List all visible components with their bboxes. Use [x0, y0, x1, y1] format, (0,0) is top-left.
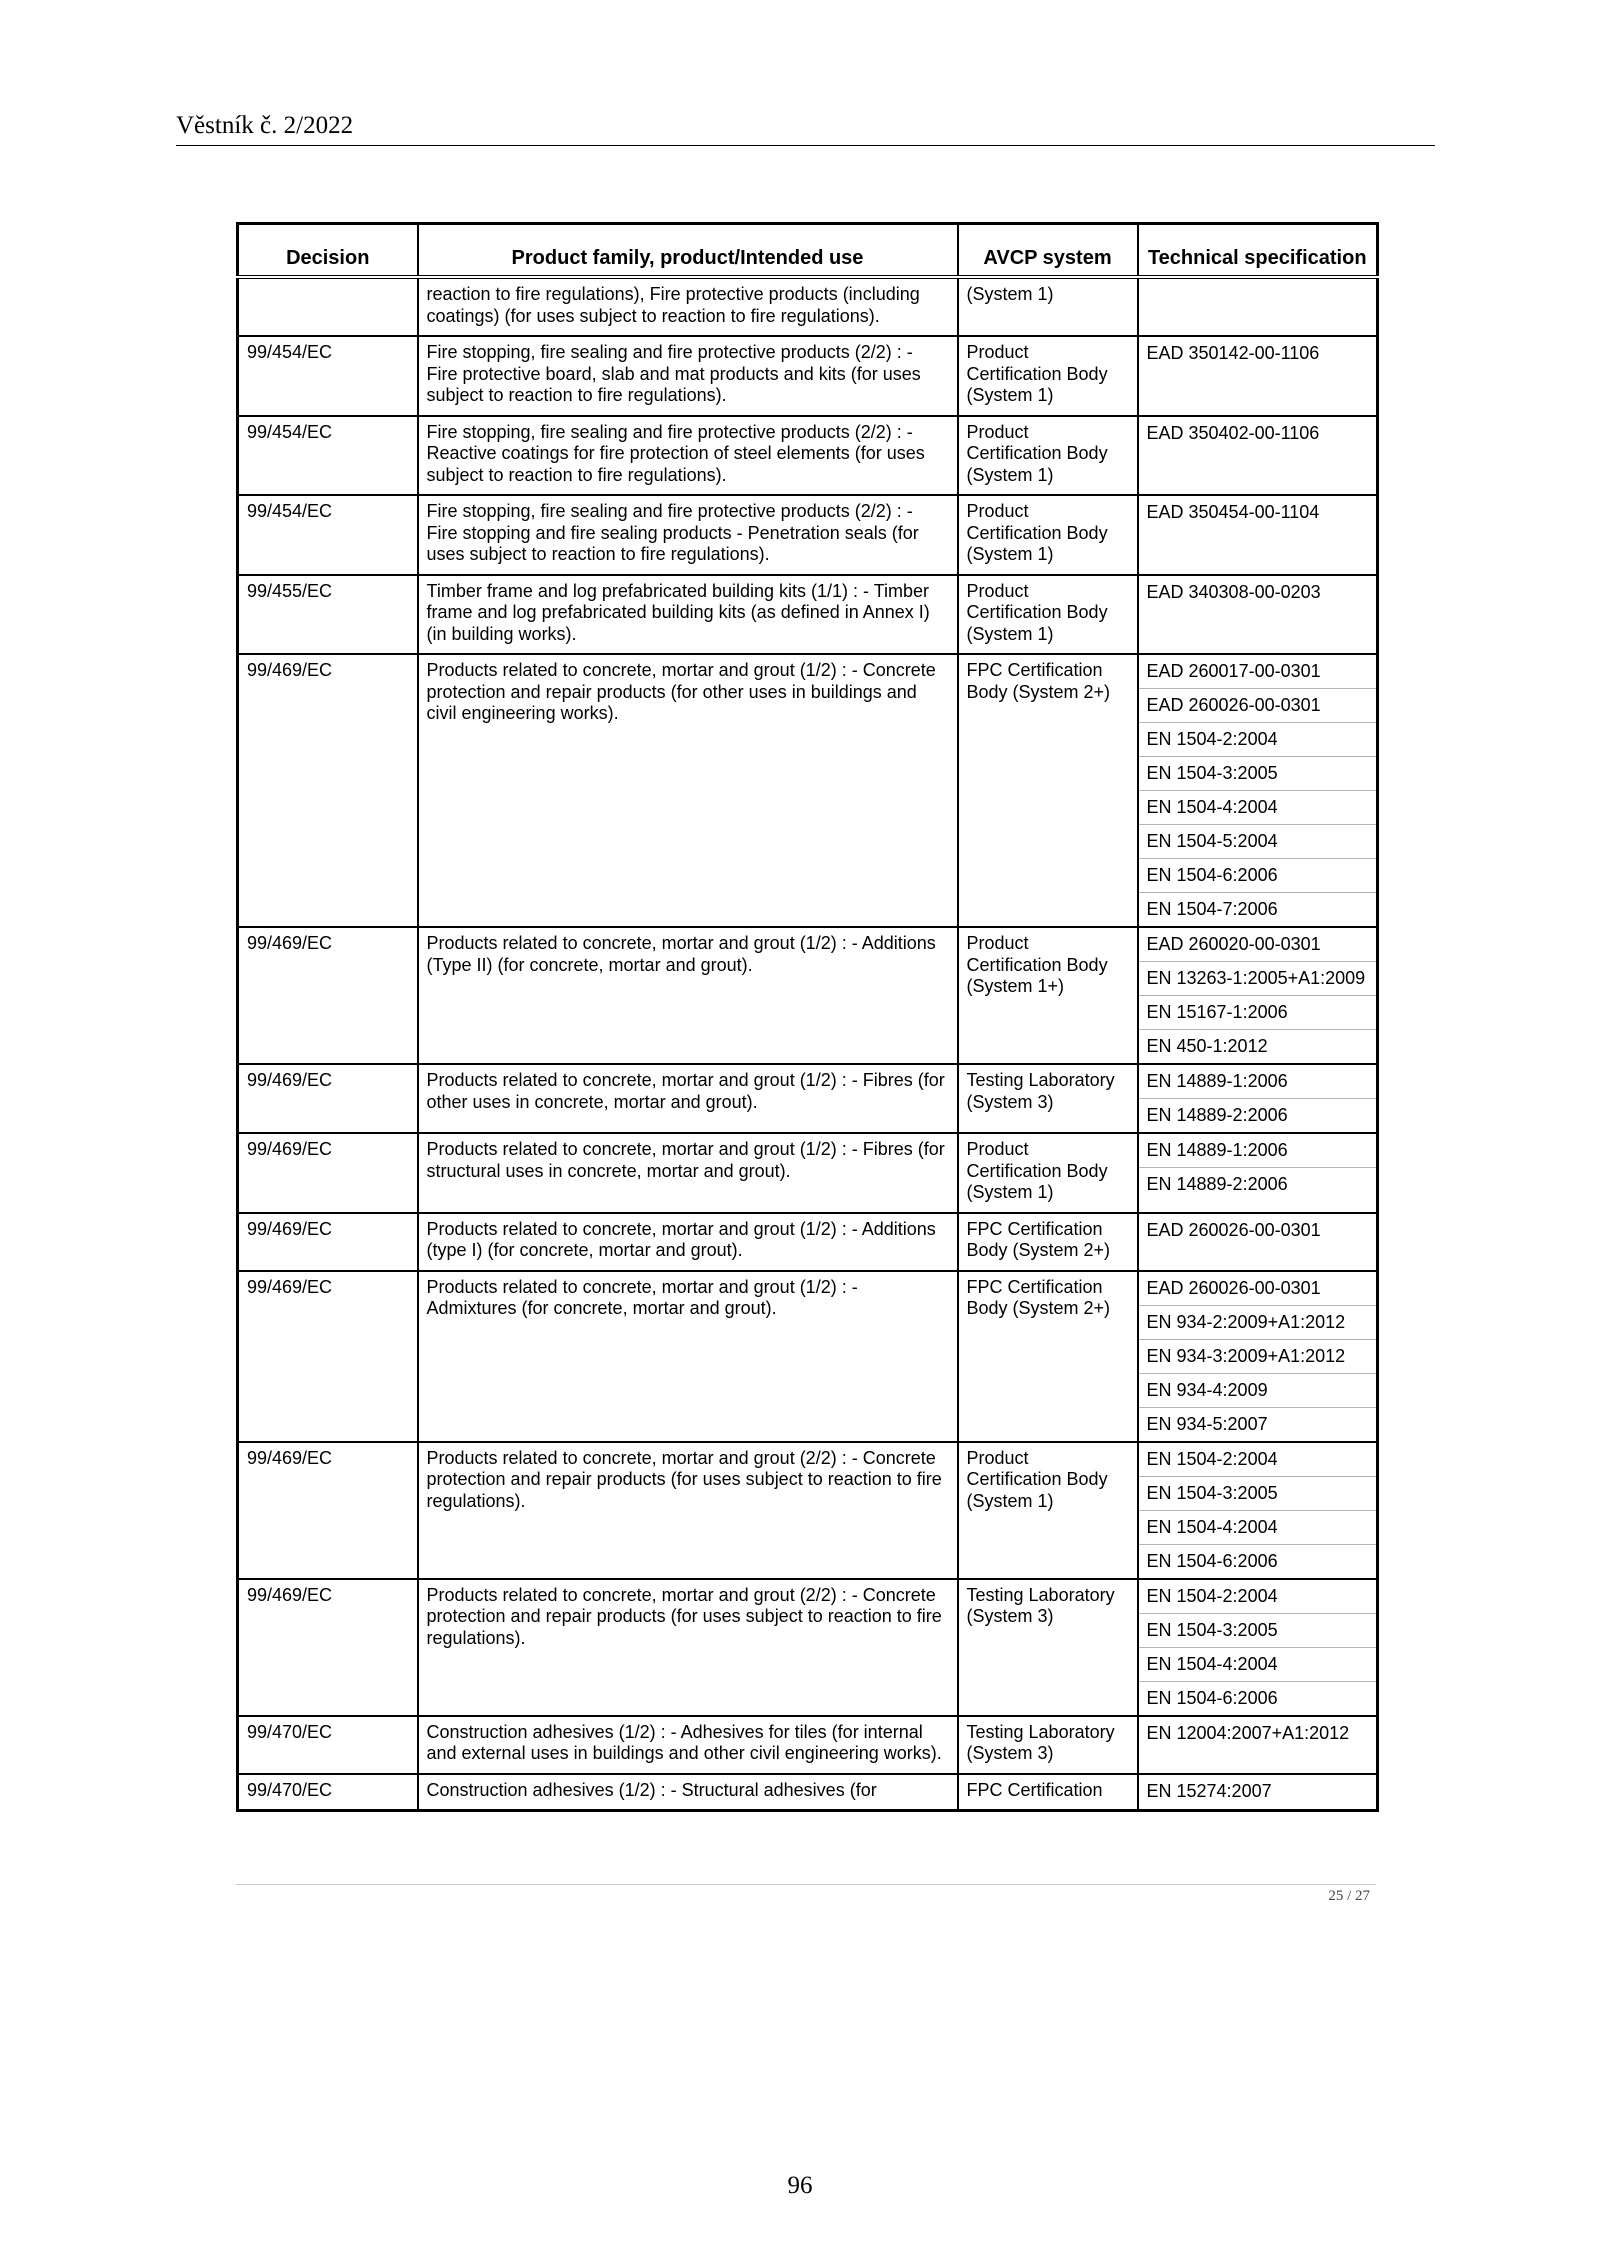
column-header-technical-specification: Technical specification: [1138, 224, 1378, 278]
specification-item: EN 1504-6:2006: [1139, 859, 1377, 893]
avcp-cell: FPC Certification: [958, 1774, 1138, 1811]
specification-item: EN 15274:2007: [1146, 1780, 1272, 1801]
specification-item: EN 1504-3:2005: [1139, 1614, 1377, 1648]
avcp-cell: Product Certification Body (System 1): [958, 416, 1138, 496]
product-cell: Construction adhesives (1/2) : - Adhesives for tiles (for internal and external uses in buildings and other civil engineering works).: [418, 1716, 958, 1774]
product-cell: Products related to concrete, mortar and grout (1/2) : - Fibres (for structural uses in concrete, mortar and grout).: [418, 1133, 958, 1213]
decision-cell: 99/469/EC: [238, 654, 418, 927]
product-cell: Construction adhesives (1/2) : - Structural adhesives (for: [418, 1774, 958, 1811]
header-rule: [176, 145, 1435, 146]
specification-item: EAD 350402-00-1106: [1146, 422, 1320, 443]
decisions-table-container: [236, 222, 1376, 1812]
specification-item: EN 14889-1:2006: [1139, 1065, 1377, 1099]
table-row: [238, 1579, 1378, 1716]
table-row: [238, 1442, 1378, 1579]
specification-item: EN 14889-2:2006: [1146, 1105, 1288, 1125]
avcp-cell: Product Certification Body (System 1): [958, 1133, 1138, 1213]
avcp-cell: Product Certification Body (System 1): [958, 575, 1138, 655]
technical-specification-cell: [1138, 495, 1378, 575]
specification-item: EAD 350142-00-1106: [1146, 343, 1320, 363]
technical-specification-cell: [1138, 1579, 1378, 1716]
table-row: [238, 575, 1378, 655]
technical-specification-cell: [1138, 1271, 1378, 1442]
page-counter: 25 / 27: [1328, 1888, 1370, 1904]
specification-item: EN 1504-2:2004: [1139, 1580, 1377, 1614]
avcp-cell: Product Certification Body (System 1): [958, 336, 1138, 416]
specification-item: EN 1504-6:2006: [1146, 1550, 1278, 1571]
avcp-cell: FPC Certification Body (System 2+): [958, 654, 1138, 927]
specification-item: EAD 260020-00-0301: [1139, 928, 1377, 962]
table-row: [238, 1213, 1378, 1271]
technical-specification-cell: [1138, 1213, 1378, 1271]
decisions-table: [236, 222, 1379, 1812]
product-cell: Fire stopping, fire sealing and fire protective products (2/2) : - Fire stopping and fire sealing products - Penetration seals (for uses subject to reaction to fire regulations).: [418, 495, 958, 575]
decision-cell: 99/454/EC: [238, 416, 418, 496]
specification-item: EN 934-2:2009+A1:2012: [1139, 1306, 1377, 1340]
product-cell: Products related to concrete, mortar and grout (1/2) : - Additions (type I) (for concrete, mortar and grout).: [418, 1213, 958, 1271]
specification-item: EN 450-1:2012: [1146, 1036, 1268, 1056]
technical-specification-cell: [1138, 575, 1378, 655]
decision-cell: 99/470/EC: [238, 1716, 418, 1774]
decision-cell: 99/454/EC: [238, 336, 418, 416]
specification-item: EN 14889-2:2006: [1146, 1174, 1288, 1194]
product-cell: Products related to concrete, mortar and grout (1/2) : - Fibres (for other uses in concrete, mortar and grout).: [418, 1064, 958, 1133]
specification-item: EN 13263-1:2005+A1:2009: [1139, 962, 1377, 996]
technical-specification-cell: [1138, 1133, 1378, 1213]
specification-item: EN 1504-4:2004: [1139, 1511, 1377, 1545]
specification-item: EAD 260017-00-0301: [1139, 655, 1377, 689]
column-header-product: Product family, product/Intended use: [418, 224, 958, 278]
specification-item: EN 1504-5:2004: [1139, 825, 1377, 859]
avcp-cell: (System 1): [958, 277, 1138, 336]
specification-item: EN 934-5:2007: [1146, 1413, 1268, 1434]
specification-item: EN 1504-4:2004: [1139, 1648, 1377, 1682]
column-header-decision: Decision: [238, 224, 418, 278]
table-row: [238, 416, 1378, 496]
decision-cell: 99/469/EC: [238, 1271, 418, 1442]
technical-specification-cell: [1138, 1716, 1378, 1774]
table-header-row: [238, 224, 1378, 278]
specification-item: EAD 260026-00-0301: [1139, 689, 1377, 723]
table-row: [238, 1271, 1378, 1442]
decision-cell: 99/469/EC: [238, 927, 418, 1064]
specification-item: EN 934-4:2009: [1139, 1374, 1377, 1408]
specification-item: EAD 260026-00-0301: [1139, 1272, 1377, 1306]
avcp-cell: Product Certification Body (System 1): [958, 495, 1138, 575]
table-row: [238, 927, 1378, 1064]
decision-cell: 99/470/EC: [238, 1774, 418, 1811]
table-row: [238, 1064, 1378, 1133]
product-cell: Products related to concrete, mortar and grout (2/2) : - Concrete protection and repair products (for uses subject to reaction to fire regulations).: [418, 1442, 958, 1579]
specification-item: EN 1504-3:2005: [1139, 1477, 1377, 1511]
specification-item: EN 1504-3:2005: [1139, 757, 1377, 791]
technical-specification-cell: [1138, 1774, 1378, 1811]
avcp-cell: Testing Laboratory (System 3): [958, 1579, 1138, 1716]
product-cell: Products related to concrete, mortar and grout (1/2) : - Concrete protection and repair products (for other uses in buildings and civil engineering works).: [418, 654, 958, 927]
decision-cell: 99/469/EC: [238, 1579, 418, 1716]
specification-item: EN 1504-2:2004: [1139, 723, 1377, 757]
journal-title: Věstník č. 2/2022: [176, 112, 354, 139]
technical-specification-cell: [1138, 416, 1378, 496]
specification-item: EAD 340308-00-0203: [1146, 581, 1321, 602]
avcp-cell: Product Certification Body (System 1+): [958, 927, 1138, 1064]
technical-specification-cell: [1138, 277, 1378, 336]
decision-cell: 99/454/EC: [238, 495, 418, 575]
avcp-cell: Product Certification Body (System 1): [958, 1442, 1138, 1579]
product-cell: Fire stopping, fire sealing and fire protective products (2/2) : - Reactive coatings for fire protection of steel elements (for uses subject to reaction to fire regulations).: [418, 416, 958, 496]
decision-cell: 99/469/EC: [238, 1213, 418, 1271]
decision-cell: 99/469/EC: [238, 1442, 418, 1579]
table-row: [238, 1133, 1378, 1213]
product-cell: Products related to concrete, mortar and grout (2/2) : - Concrete protection and repair products (for uses subject to reaction to fire regulations).: [418, 1579, 958, 1716]
specification-item: EN 12004:2007+A1:2012: [1146, 1722, 1350, 1743]
table-row: [238, 495, 1378, 575]
table-row: [238, 1774, 1378, 1811]
decision-cell: 99/469/EC: [238, 1064, 418, 1133]
page-number: 96: [787, 2172, 813, 2199]
avcp-cell: FPC Certification Body (System 2+): [958, 1213, 1138, 1271]
specification-item: EN 15167-1:2006: [1139, 996, 1377, 1030]
product-cell: Fire stopping, fire sealing and fire protective products (2/2) : - Fire protective board, slab and mat products and kits (for uses subject to reaction to fire regulations).: [418, 336, 958, 416]
decision-cell: 99/469/EC: [238, 1133, 418, 1213]
specification-item: EN 1504-4:2004: [1139, 791, 1377, 825]
decision-cell: 99/455/EC: [238, 575, 418, 655]
product-cell: Products related to concrete, mortar and grout (1/2) : - Admixtures (for concrete, mortar and grout).: [418, 1271, 958, 1442]
specification-item: EN 1504-6:2006: [1146, 1687, 1278, 1708]
product-cell: reaction to fire regulations), Fire protective products (including coatings) (for uses subject to reaction to fire regulations).: [418, 277, 958, 336]
table-row: [238, 654, 1378, 927]
specification-item: EAD 260026-00-0301: [1146, 1219, 1321, 1240]
table-row: [238, 277, 1378, 336]
specification-item: EN 1504-2:2004: [1139, 1443, 1377, 1477]
technical-specification-cell: [1138, 336, 1378, 416]
technical-specification-cell: [1138, 927, 1378, 1064]
table-body: [238, 277, 1378, 1811]
footer-rule: [236, 1884, 1376, 1885]
specification-item: EN 934-3:2009+A1:2012: [1139, 1340, 1377, 1374]
technical-specification-cell: [1138, 1064, 1378, 1133]
table-row: [238, 336, 1378, 416]
product-cell: Products related to concrete, mortar and grout (1/2) : - Additions (Type II) (for concrete, mortar and grout).: [418, 927, 958, 1064]
table-row: [238, 1716, 1378, 1774]
decision-cell: [238, 277, 418, 336]
specification-item: EN 14889-1:2006: [1139, 1134, 1377, 1168]
specification-item: EN 1504-7:2006: [1146, 899, 1278, 919]
specification-item: EAD 350454-00-1104: [1146, 502, 1320, 522]
avcp-cell: Testing Laboratory (System 3): [958, 1064, 1138, 1133]
column-header-avcp: AVCP system: [958, 224, 1138, 278]
avcp-cell: FPC Certification Body (System 2+): [958, 1271, 1138, 1442]
technical-specification-cell: [1138, 654, 1378, 927]
avcp-cell: Testing Laboratory (System 3): [958, 1716, 1138, 1774]
product-cell: Timber frame and log prefabricated building kits (1/1) : - Timber frame and log prefabricated building kits (as defined in Annex I) (in building works).: [418, 575, 958, 655]
technical-specification-cell: [1138, 1442, 1378, 1579]
